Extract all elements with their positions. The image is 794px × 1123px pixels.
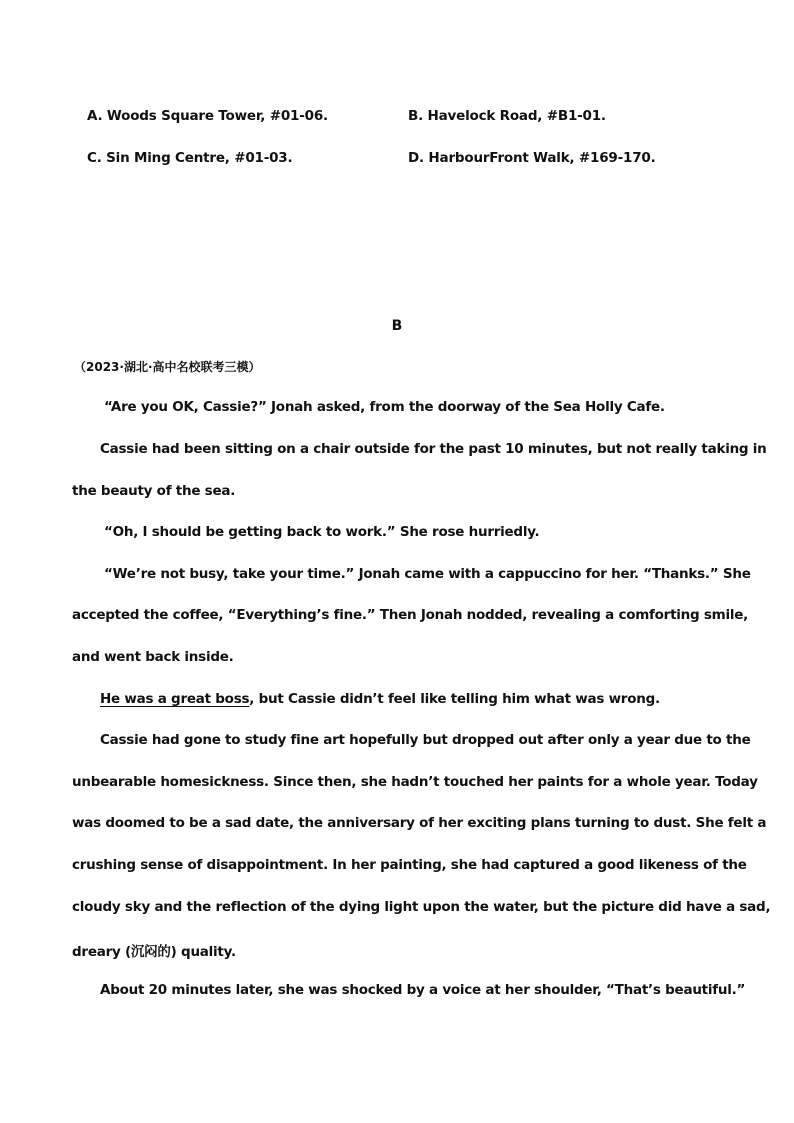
passage-line-14: dreary (沉闷的) quality. — [72, 944, 236, 960]
option-a: A. Woods Square Tower, #01-06. — [87, 108, 328, 124]
passage-line-9: Cassie had gone to study fine art hopefully but dropped out after only a year due to the — [100, 732, 751, 748]
option-d: D. HarbourFront Walk, #169-170. — [408, 150, 656, 166]
passage-line-8-rest: , but Cassie didn’t feel like telling him what was wrong. — [249, 691, 660, 707]
passage-line-5: “We’re not busy, take your time.” Jonah came with a cappuccino for her. “Thanks.” She — [104, 566, 751, 582]
passage-line-4: “Oh, I should be getting back to work.” She rose hurriedly. — [104, 524, 540, 540]
passage-line-13: cloudy sky and the reflection of the dying light upon the water, but the picture did have a sad, — [72, 899, 771, 915]
option-b: B. Havelock Road, #B1-01. — [408, 108, 606, 124]
passage-line-8 — [100, 691, 660, 707]
passage-line-12: crushing sense of disappointment. In her painting, she had captured a good likeness of the — [72, 857, 747, 873]
passage-line-1: “Are you OK, Cassie?” Jonah asked, from the doorway of the Sea Holly Cafe. — [104, 399, 665, 415]
underlined-phrase: He was a great boss — [100, 691, 250, 707]
passage-line-11: was doomed to be a sad date, the anniversary of her exciting plans turning to dust. She felt a — [72, 815, 767, 831]
passage-line-7: and went back inside. — [72, 649, 234, 665]
passage-line-15: About 20 minutes later, she was shocked by a voice at her shoulder, “That’s beautiful.” — [100, 982, 746, 998]
passage-line-10: unbearable homesickness. Since then, she hadn’t touched her paints for a whole year. Today — [72, 774, 758, 790]
passage-line-6: accepted the coffee, “Everything’s fine.” Then Jonah nodded, revealing a comforting smile, — [72, 607, 749, 623]
source-note: （2023·湖北·高中名校联考三模） — [74, 360, 261, 374]
section-title: B — [391, 318, 403, 334]
passage-line-3: the beauty of the sea. — [72, 483, 236, 499]
passage-line-2: Cassie had been sitting on a chair outside for the past 10 minutes, but not really taking in — [100, 441, 767, 457]
option-c: C. Sin Ming Centre, #01-03. — [87, 150, 293, 166]
